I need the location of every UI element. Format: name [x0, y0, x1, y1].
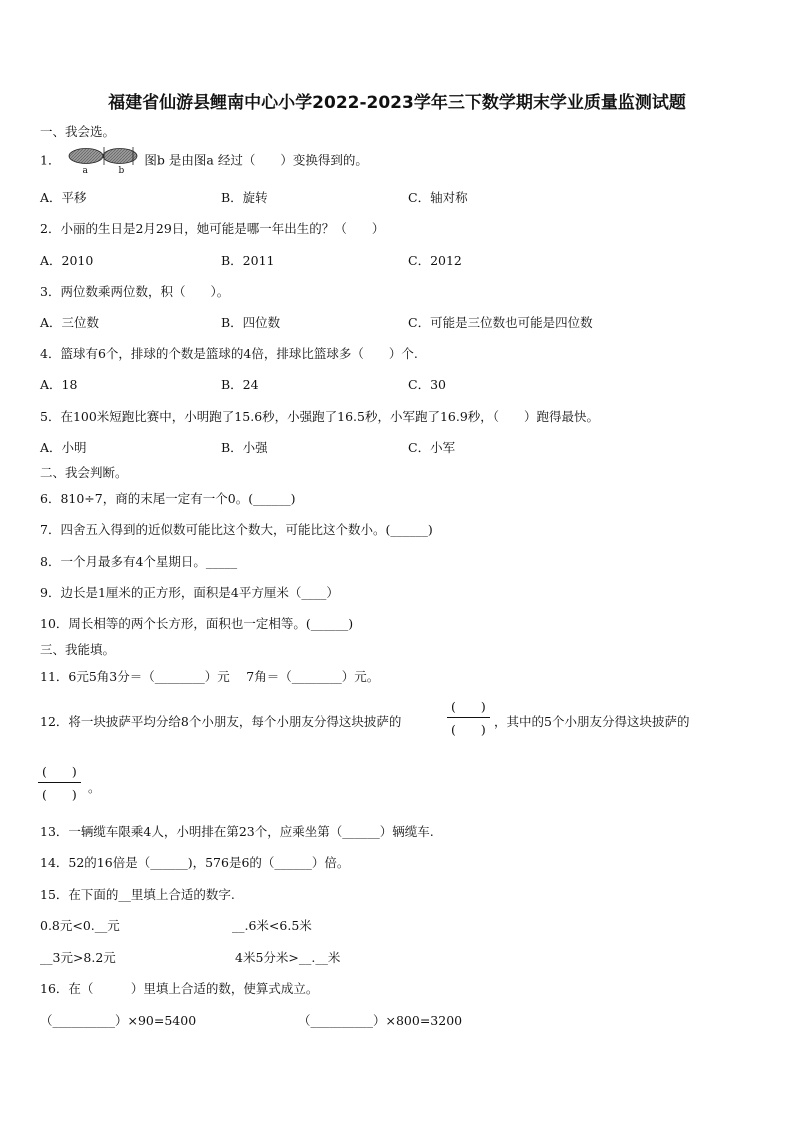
q4-option-a[interactable]: A．18 — [40, 377, 78, 392]
q15-item-4[interactable]: 4米5分米>__.__米 — [235, 950, 341, 965]
question-9: 9．边长是1厘米的正方形，面积是4平方厘米（____） — [40, 585, 339, 600]
figure-label-b: b — [118, 166, 125, 176]
figure-a-ellipse — [69, 149, 103, 164]
ellipse-figure — [68, 146, 140, 176]
question-8: 8．一个月最多有4个星期日。_____ — [40, 554, 238, 569]
q5-option-c[interactable]: C．小军 — [408, 440, 456, 455]
q4-option-b[interactable]: B．24 — [221, 377, 259, 392]
q3-option-c[interactable]: C．可能是三位数也可能是四位数 — [408, 315, 593, 330]
q5-option-a[interactable]: A．小明 — [40, 440, 87, 455]
q15-item-1[interactable]: 0.8元<0.__元 — [40, 918, 120, 933]
q2-option-b[interactable]: B．2011 — [221, 253, 275, 268]
q15-item-3[interactable]: __3元>8.2元 — [40, 950, 116, 965]
q12-fraction-2-denominator: ( ) — [42, 787, 77, 802]
q3-option-a[interactable]: A．三位数 — [40, 315, 100, 330]
exam-title: 福建省仙游县鲤南中心小学2022-2023学年三下数学期末学业质量监测试题 — [108, 93, 686, 113]
question-11: 11．6元5角3分＝（________）元 7角＝（________）元。 — [40, 669, 380, 684]
question-13: 13．一辆缆车限乘4人，小明排在第23个，应乘坐第（______）辆缆车. — [40, 824, 434, 839]
question-12-end: 。 — [88, 780, 101, 795]
q16-item-1[interactable]: （__________）×90=5400 — [40, 1013, 197, 1028]
q5-option-b[interactable]: B．小强 — [221, 440, 268, 455]
question-14: 14．52的16倍是（______)，576是6的（______）倍。 — [40, 855, 350, 870]
q15-item-2[interactable]: __.6米<6.5米 — [232, 918, 312, 933]
q1-option-a[interactable]: A．平移 — [40, 190, 87, 205]
q12-fraction-1-bar — [447, 717, 490, 718]
q2-option-c[interactable]: C．2012 — [408, 253, 462, 268]
figure-label-a: a — [82, 166, 88, 176]
question-2: 2．小丽的生日是2月29日，她可能是哪一年出生的？（ ） — [40, 221, 385, 236]
q16-item-2[interactable]: （__________）×800=3200 — [298, 1013, 463, 1028]
section-3-heading: 三、我能填。 — [40, 642, 116, 657]
question-7: 7．四舍五入得到的近似数可能比这个数大，可能比这个数小。(______) — [40, 522, 433, 537]
q1-option-b[interactable]: B．旋转 — [221, 190, 268, 205]
question-15: 15．在下面的__里填上合适的数字. — [40, 887, 235, 902]
question-10: 10．周长相等的两个长方形，面积也一定相等。(______) — [40, 616, 354, 631]
question-4: 4．篮球有6个，排球的个数是篮球的4倍，排球比篮球多（ ）个. — [40, 346, 418, 361]
section-1-heading: 一、我会选。 — [40, 124, 116, 139]
q12-fraction-1-denominator: ( ) — [451, 722, 486, 737]
q2-option-a[interactable]: A．2010 — [40, 253, 94, 268]
q12-fraction-2-numerator: ( ) — [42, 764, 77, 779]
q3-option-b[interactable]: B．四位数 — [221, 315, 281, 330]
figure-b-ellipse — [103, 149, 137, 164]
q12-fraction-2-bar — [38, 782, 81, 783]
question-3: 3．两位数乘两位数，积（ ）。 — [40, 284, 230, 299]
question-5: 5．在100米短跑比赛中，小明跑了15.6秒，小强跑了16.5秒，小军跑了16.9秒，（ ）跑得最快。 — [40, 409, 600, 424]
section-2-heading: 二、我会判断。 — [40, 465, 128, 480]
q4-option-c[interactable]: C．30 — [408, 377, 446, 392]
question-12-part-a: 12．将一块披萨平均分给8个小朋友，每个小朋友分得这块披萨的 — [40, 714, 402, 729]
figure-svg — [68, 146, 140, 176]
q12-fraction-2[interactable] — [38, 762, 81, 803]
question-1-text: 图b 是由图a 经过（ ）变换得到的。 — [144, 152, 368, 168]
q1-option-c[interactable]: C．轴对称 — [408, 190, 468, 205]
question-12-part-b: ，其中的5个小朋友分得这块披萨的 — [494, 714, 690, 729]
question-1 — [40, 146, 368, 176]
question-1-number: 1． — [40, 152, 61, 168]
question-6: 6．810÷7，商的末尾一定有一个0。(______) — [40, 491, 296, 506]
q12-fraction-1-numerator: ( ) — [451, 699, 486, 714]
question-16: 16．在（ ）里填上合适的数，使算式成立。 — [40, 981, 319, 996]
q12-fraction-1[interactable] — [447, 697, 490, 738]
